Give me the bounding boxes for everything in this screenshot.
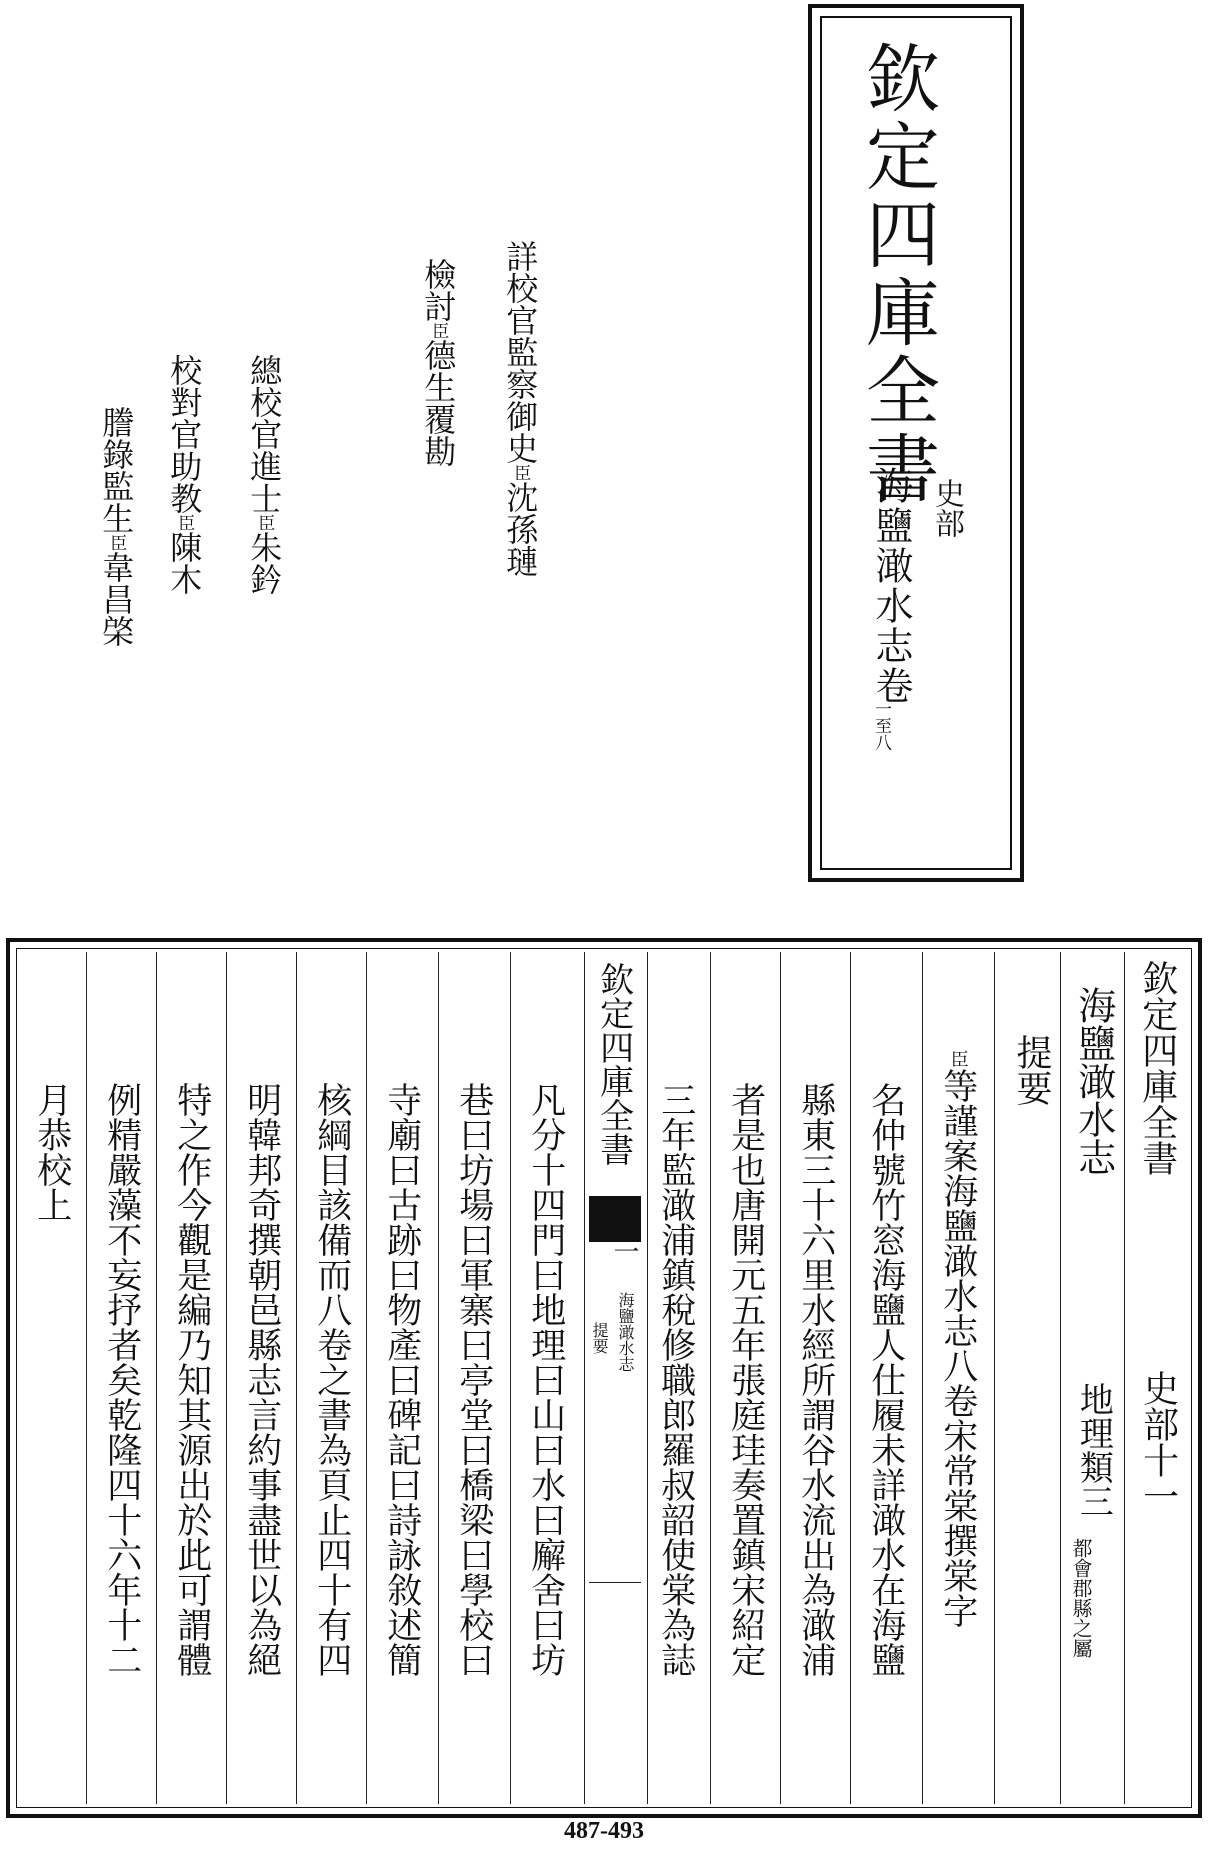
fold-divider: [589, 1582, 641, 1583]
column-rule: [780, 952, 781, 1804]
column-rule: [922, 952, 923, 1804]
title-slip: [808, 4, 1024, 882]
collection-title: 欽定四庫全書: [854, 40, 940, 508]
column-text: 等謹案海鹽澉水志八卷宋常棠撰棠字: [937, 1068, 978, 1628]
credit-jiaodui: [165, 354, 204, 595]
text-column-4: 者是也唐開元五年張庭珪奏置鎮宋紹定: [725, 1082, 766, 1677]
column-rule: [296, 952, 297, 1804]
credit-tenglu-title: 謄錄監生: [97, 406, 136, 534]
rank-mark: 臣: [947, 1050, 969, 1068]
credit-tenglu-name: 韋昌棨: [97, 551, 136, 647]
text-column-1: [938, 1050, 976, 1628]
credit-zongjiao-rank: 臣: [254, 514, 275, 531]
credit-jiaoguan-rank: 臣: [510, 464, 531, 481]
book-title: 海鹽澉水志: [1071, 986, 1116, 1176]
fold-book-title: 海鹽澉水志: [616, 1292, 635, 1372]
credit-jiantao-title: 檢討: [419, 258, 458, 322]
text-column-11: 特之作今觀是編乃知其源出於此可謂體: [171, 1082, 212, 1677]
page-head-mark: 欽定四庫全書: [1136, 960, 1178, 1176]
column-rule: [366, 952, 367, 1804]
text-column-2: 名仲號竹窓海鹽人仕履未詳澉水在海鹽: [865, 1082, 906, 1677]
text-column-6: 凡分十四門曰地理曰山曰水曰廨舍曰坊: [525, 1082, 566, 1677]
text-column-12: 例精嚴藻不妄抒者矣乾隆四十六年十二: [101, 1082, 142, 1677]
category-label: 地理類三: [1073, 1382, 1114, 1518]
text-column-9: 核綱目該備而八卷之書為頁止四十有四: [311, 1082, 352, 1677]
credit-jiantao-name: 德生覆勘: [419, 339, 458, 467]
column-rule: [994, 952, 995, 1804]
text-column-3: 縣東三十六里水經所謂谷水流出為澉浦: [795, 1082, 836, 1677]
credit-jiantao-rank: 臣: [428, 322, 449, 339]
credit-tenglu: [97, 406, 136, 647]
credit-jiaodui-rank: 臣: [174, 514, 195, 531]
text-column-8: 寺廟曰古跡曰物產曰碑記曰詩詠敘述簡: [381, 1082, 422, 1677]
fold-fishtail-mark: [589, 1196, 641, 1242]
credit-jiaodui-name: 陳木: [165, 531, 204, 595]
category-note: 都會郡縣之屬: [1069, 1538, 1093, 1658]
credit-jiaoguan-name: 沈孫璉: [501, 481, 540, 577]
column-rule: [226, 952, 227, 1804]
credit-zongjiao: [245, 354, 284, 595]
credit-jiaoguan-title: 詳校官監察御史: [501, 240, 540, 464]
column-rule: [86, 952, 87, 1804]
column-rule: [438, 952, 439, 1804]
column-rule: [1124, 952, 1125, 1804]
tiyao-heading: 提要: [1011, 1034, 1052, 1106]
fold-title: 欽定四庫全書: [593, 962, 634, 1166]
fold-tiyao: 提要: [590, 1322, 609, 1354]
credit-tenglu-rank: 臣: [106, 534, 127, 551]
credit-jiaoguan: [501, 240, 540, 577]
column-rule: [850, 952, 851, 1804]
column-rule: [710, 952, 711, 1804]
slip-section: 史部: [929, 478, 964, 538]
page-number: 487-493: [564, 1818, 644, 1844]
column-rule: [156, 952, 157, 1804]
slip-book-title: 海鹽澉水志卷: [869, 466, 913, 706]
column-rule: [1060, 952, 1061, 1804]
section-label: 史部十一: [1137, 1370, 1179, 1514]
column-rule: [510, 952, 511, 1804]
text-column-7: 巷曰坊場曰軍寨曰亭堂曰橋梁曰學校曰: [453, 1082, 494, 1677]
text-column-5: 三年監澉浦鎮稅修職郎羅叔韶使棠為誌: [655, 1082, 696, 1677]
credit-zongjiao-name: 朱鈐: [245, 531, 284, 595]
text-column-10: 明韓邦奇撰朝邑縣志言約事盡世以為絕: [241, 1082, 282, 1677]
center-fold: [584, 952, 648, 1804]
fold-volume: 一: [609, 1238, 639, 1264]
page-frame: [6, 938, 1202, 1818]
credit-zongjiao-title: 總校官進士: [245, 354, 284, 514]
credit-jiantao: [419, 258, 458, 467]
slip-volumes: 一至八: [871, 700, 891, 751]
credit-jiaodui-title: 校對官助教: [165, 354, 204, 514]
text-column-13: 月恭校上: [31, 1082, 72, 1222]
